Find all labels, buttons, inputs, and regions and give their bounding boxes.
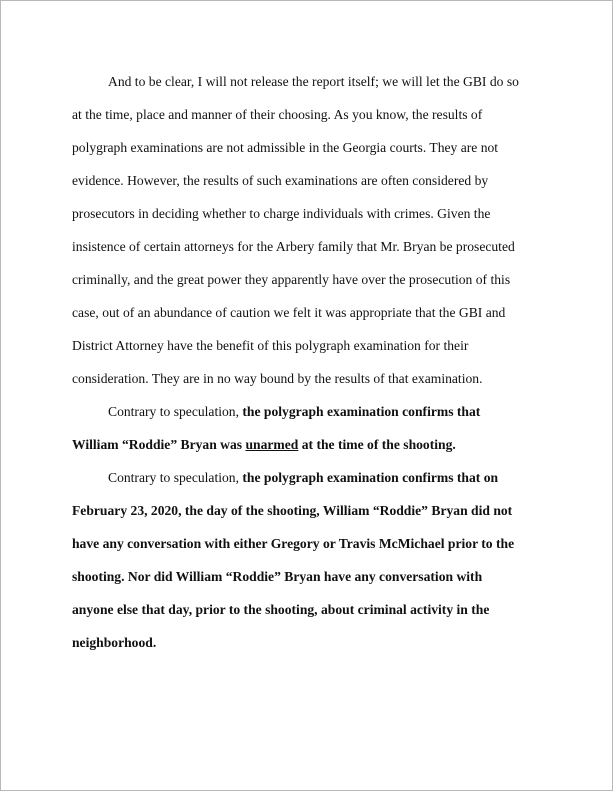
bold-statement: William “Roddie” Bryan was [72, 437, 246, 452]
lead-text: Contrary to speculation, [108, 404, 243, 419]
text-line: District Attorney have the benefit of this polygraph examination for their [72, 338, 469, 353]
text-line: evidence. However, the results of such examinations are often considered by [72, 173, 489, 188]
text-line: neighborhood. [72, 635, 157, 650]
text-line: have any conversation with either Gregory or Travis McMichael prior to the [72, 536, 515, 551]
text-line: shooting. Nor did William “Roddie” Bryan have any conversation with [72, 569, 483, 584]
paragraph-unarmed [72, 395, 550, 461]
text-line [72, 461, 550, 494]
text-line: at the time, place and manner of their choosing. As you know, the results of [72, 107, 483, 122]
text-line: February 23, 2020, the day of the shooting, William “Roddie” Bryan did not [72, 503, 513, 518]
lead-text: Contrary to speculation, [108, 470, 243, 485]
text-line: insistence of certain attorneys for the Arbery family that Mr. Bryan be prosecuted [72, 239, 515, 254]
text-line [72, 428, 550, 461]
text-line: anyone else that day, prior to the shooting, about criminal activity in the [72, 602, 490, 617]
underlined-word: unarmed [245, 437, 299, 452]
bold-statement: at the time of the shooting. [298, 437, 456, 452]
bold-statement: the polygraph examination confirms that [242, 404, 481, 419]
text-line: prosecutors in deciding whether to charge individuals with crimes. Given the [72, 206, 491, 221]
bold-statement: the polygraph examination confirms that on [242, 470, 499, 485]
document-body [72, 65, 550, 659]
text-line [72, 395, 550, 428]
paragraph-report-release [72, 65, 550, 395]
text-line: case, out of an abundance of caution we felt it was appropriate that the GBI and [72, 305, 506, 320]
text-line: And to be clear, I will not release the report itself; we will let the GBI do so [108, 74, 519, 89]
text-line: consideration. They are in no way bound by the results of that examination. [72, 371, 483, 386]
paragraph-no-conversation [72, 461, 550, 659]
text-line: criminally, and the great power they apparently have over the prosecution of this [72, 272, 511, 287]
text-line: polygraph examinations are not admissible in the Georgia courts. They are not [72, 140, 499, 155]
